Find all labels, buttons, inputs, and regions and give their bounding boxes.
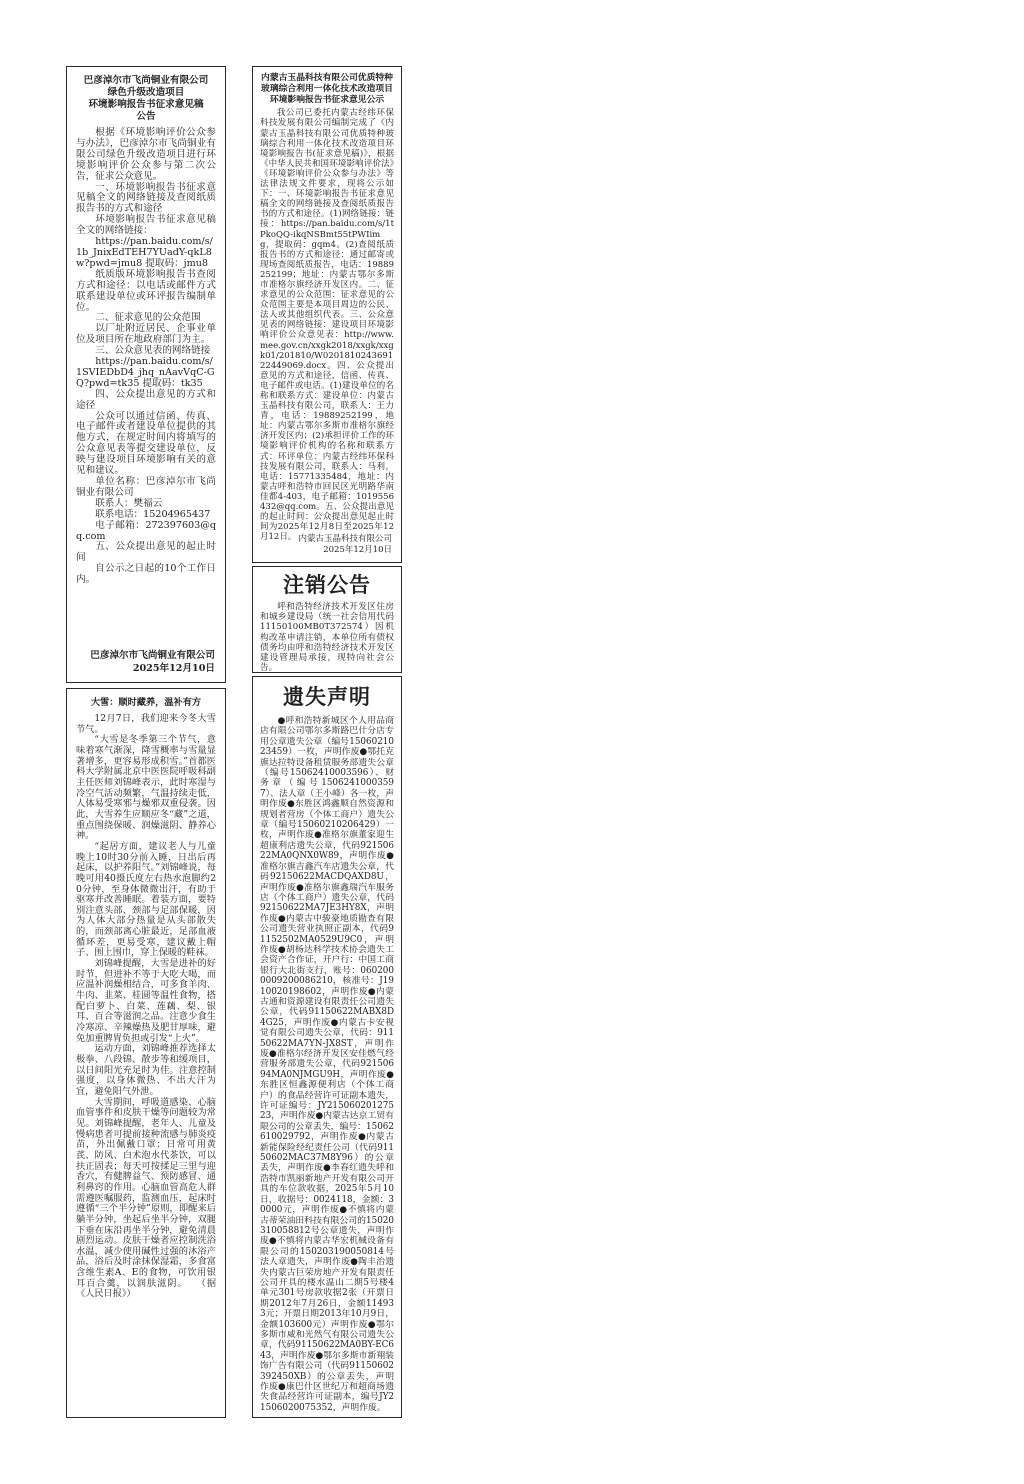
paragraph: “大雪是冬季第三个节气，意味着寒气渐深，降雪概率与雪量显著增多，更容易形成积雪。”首都医科大学附属北京中医医院呼吸科副主任医师刘锦峰表示，此时寒湿与冷空气活动频繁，气温持续走低，人体易受寒邪与燥邪双重侵袭。因此，大雪养生应顺应冬“藏”之道，重点围绕保暖、润燥滋阴、静养心神。 [76, 734, 216, 842]
section-heading: 二、征求意见的公众范围 [95, 312, 201, 324]
yujing-notice-box [252, 66, 402, 563]
title-line: 巴彦淖尔市飞尚铜业有限公司 [83, 75, 209, 86]
section-heading: 五、公众提出意见的起止时间 [76, 541, 216, 564]
paragraph: ●呼和浩特新城区个人用品商店有限公司鄂尔多斯路巴什分店专用公章遗失公章（编号1506021023459）一枚，声明作废●鄂托克旗达拉特设备租赁服务部遗失公章（编号15062410003596）、财务章（编号15062410003597）、法人章（王小峰）各一枚，声明作废●东胜区鸿鑫顺自然资源和规划者营房（个体工商户）遗失公章（编号15060210206429）一枚，声明作废●准格尔旗董家迎生超康利店遗失公章，代码92150622MA0QNX0W89，声明作废●准格尔旗吉鑫汽车店遗失公章，代码92150622MACDQAXD8U，声明作废●准格尔旗鑫瑞汽车服务店（个体工商户）遗失公章，代码92150622MA7JE3HY8X，声明作废●内蒙古中骏豪地质勘查有限公司遗失营业执照正副本，代码91152502MA0529U9C0，声明作废●胡杨达科学技术协会遗失工会资产合作证，开户行：中国工商银行大北街支行，账号：0602000009200086210，核准号：J1910020198602，声明作废●内蒙古通和资源建设有限责任公司遗失公章，代码91150622MABX8D4G25，声明作废●内蒙古卡安视觉有限公司遗失公章，代码：91150622MA7YN-JX8ST，声明作废●准格尔经济开发区安佳燃气经营服务部遗失公章，代码92150694MA0NJMGU9H，声明作废●东胜区恒鑫源便利店（个体工商户）的食品经营许可证副本遗失，许可证编号：JY21506020127523，声明作废●内蒙古达京工贸有限公司的公章丢失，编号：15062610029792，声明作废●内蒙古新能保险经纪责任公司（代码91150602MAC37M8Y96）的公章丢失，声明作废●李春红遗失呼和浩特市凯丽新地产开发有限公司开具的车位款收据，2025年5月10日，收据号：0024118，金额：30000元，声明作废●不慎将内蒙古蒂荣油田科技有限公司的15020310058812号公章遗失，声明作废●不慎将内蒙古华宏机械设备有限公司的150203190050814号法人章遗失，声明作废●陶丰治遗失内蒙古巨荣房地产开发有限责任公司开具的楼水温山二期5号楼4单元301号房款收据2张（开票日期2012年7月26日，金额114933元；开票日期2013年10月9日，金额103600元）声明作废●鄂尔多斯市威和光然气有限公司遗失公章，代码91150622MA0BY-EC643，声明作废●鄂尔多斯市新翔装饰广告有限公司（代码91150602392450XB）的公章丢失，声明作废●康巴什区世纪万和超商场遗失食品经营许可证副本，编号JY21506020075352，声明作废。 [260, 716, 394, 1413]
loss-statement-box [252, 676, 402, 1418]
yujing-notice-title: 内蒙古玉晶科技有限公司优质特种玻璃综合利用一体化技术改造项目环境影响报告书征求意见公示 [261, 73, 393, 105]
loss-statement-title: 遗失声明 [283, 685, 371, 709]
section-heading: 四、公众提出意见的方式和途径 [76, 388, 216, 411]
yujing-signature [262, 534, 392, 556]
paragraph: 纸质版环境影响报告书查阅方式和途径：以电话或邮件方式联系建设单位或环评报告编制单位。 [76, 268, 216, 313]
contact-email: 电子邮箱：272397603@qq.com [76, 519, 216, 542]
signature-company: 巴彦淖尔市飞尚铜业有限公司 [90, 650, 215, 661]
section-heading: 三、公众意见表的网络链接 [95, 345, 211, 357]
paragraph: 自公示之日起的10个工作日内。 [76, 563, 216, 586]
daxue-article-box [66, 688, 226, 1418]
paragraph: 公众可以通过信函、传真、电子邮件或者建设单位提供的其他方式，在规定时间内将填写的公众意见表等提交建设单位，反映与建设项目环境影响有关的意见和建议。 [76, 410, 216, 477]
deregistration-body [260, 602, 394, 674]
contact-unit: 单位名称：巴彦淖尔市飞尚铜业有限公司 [76, 476, 216, 498]
deregistration-title: 注销公告 [283, 573, 371, 597]
article-source: （据《人民日报》） [76, 1277, 217, 1300]
yujing-notice-body [260, 108, 394, 543]
signature-date: 2025年12月10日 [132, 662, 215, 674]
loss-statement-body [260, 716, 394, 1413]
contact-phone: 联系电话：15204965437 [95, 508, 211, 520]
report-link: https://pan.baidu.com/s/1b_JnixEdTEH7YUadY-qkL8w?pwd=jmu8 提取码：jmu8 [76, 236, 213, 269]
paragraph: 我公司已委托内蒙古经纬环保科技发展有限公司编制完成了《内蒙古玉晶科技有限公司优质特种玻璃综合利用一体化技术改造项目环境影响报告书(征求意见稿)》，根据《中华人民共和国环境影响评价法》《环境影响评价公众参与办法》等法律法规文件要求，现将公示如下：一、环境影响报告书征求意见稿全文的网络链接及查阅纸质报告书的方式和途径。(1)网络链接：链接：https://pan.baidu.com/s/1tPkoQQ-ikqNSBmt55tPWIimg，提取码：gqm4。(2)查阅纸质报告书的方式和途径：通过邮寄或现场查阅纸质报告，电话：19889252199；地址：内蒙古鄂尔多斯市准格尔旗经济开发区内。二、征求意见的公众范围：征求意见的公众范围主要是本项目周边的公民、法人或其他组织代表。三、公众意见表的网络链接：建设项目环境影响评价公众意见表：http://www.mee.gov.cn/xxgk2018/xxgk/xxgk01/201810/W020181024369122449069.docx。四、公众提出意见的方式和途径，信函、传真、电子邮件或电话。(1)建设单位的名称和联系方式：建设单位：内蒙古玉晶科技有限公司，联系人：王力青，电话：19889252199，地址：内蒙古鄂尔多斯市准格尔旗经济开发区内；(2)承担评价工作的环境影响评价机构的名称和联系方式：环评单位：内蒙古经纬环保科技发展有限公司，联系人：马利，电话：15771335484，地址：内蒙古呼和浩特市回民区光明路华南佳都4-403，电子邮箱：1019556432@qq.com。五、公众提出意见的起止时间：公众提出意见起止时间为2025年12月8日至2025年12月12日。 [260, 108, 394, 543]
paragraph: “起居方面，建议老人与儿童晚上10时30分前入睡，日出后再起床，以护养阳气。”刘锦峰说，每晚可用40摄氏度左右热水泡脚约20分钟，至身体微微出汗，有助于驱寒并改善睡眠。着装方面，要特别注意头部、颈部与足部保暖，因为人体大部分热量是从头部散失的，而颈部离心脏最近，足部血液循环差，更易受寒，建议戴上帽子、围上围巾，穿上保暖的鞋袜。 [76, 840, 216, 959]
section-heading: 一、环境影响报告书征求意见稿全文的网络链接及查阅纸质报告书的方式和途径 [76, 181, 216, 215]
paragraph: 12月7日，我们迎来今冬大雪节气。 [76, 713, 216, 735]
title-line: 环境影响报告书征求意见稿 [88, 99, 204, 110]
title-line: 公告 [136, 111, 156, 122]
signature-company: 内蒙古玉晶科技有限公司 [298, 534, 392, 544]
paragraph: 环境影响报告书征求意见稿全文的网络链接： [76, 214, 216, 237]
paragraph-last [76, 1098, 216, 1300]
feishang-notice-box [66, 66, 226, 683]
feishang-notice-body [76, 128, 216, 646]
feishang-signature [77, 650, 215, 675]
title-line: 绿色升级改造项目 [107, 87, 185, 98]
daxue-article-body [76, 714, 216, 1408]
contact-person: 联系人：樊福云 [95, 497, 163, 509]
daxue-article-title: 大雪：顺时藏养，温补有方 [90, 697, 202, 708]
paragraph-text: 大雪期间，呼吸道感染、心脑血管事件和皮肤干燥等问题较为常见。刘锦峰提醒，老年人、儿童及慢病患者可提前接种流感与肺炎疫苗，外出佩戴口罩；日常可用黄芪、防风、白术泡水代茶饮，可以扶正固表；每天可按揉足三里与迎香穴，有健脾益气、预防感冒、通利鼻窍的作用。心脑血管高危人群需遵医嘱服药，监测血压，起床时遵循“三个半分钟”原则，即醒来后躺半分钟，坐起后坐半分钟，双腿下垂在床沿再坐半分钟，避免清晨剧烈运动。皮肤干燥者应控制洗浴水温，减少使用碱性过强的沐浴产品，浴后及时涂抹保湿霜，多食富含维生素A、E的食物，可饮用银耳百合羹，以润肤滋阴。 [76, 1096, 216, 1289]
paragraph: 以厂址附近居民、企事业单位及项目所在地政府部门为主。 [76, 323, 216, 346]
paragraph: 呼和浩特经济技术开发区住房和城乡建设局（统一社会信用代码11150100MB0T372574）因机构改革申请注销，本单位所有债权债务均由呼和浩特经济技术开发区建设管理局承接，现特向社会公告。 [260, 602, 394, 674]
paragraph: 运动方面，刘锦峰推荐选择太极拳、八段锦、散步等和缓项目，以日间阳光充足时为佳。注意控制强度，以身体微热、不出大汗为宜，避免阳气外泄。 [76, 1043, 216, 1097]
form-link: https://pan.baidu.com/s/1SVIEDbD4_jhq_nAavVqC-GQ?pwd=tk35 提取码：tk35 [76, 356, 215, 389]
feishang-notice-title [76, 75, 216, 123]
paragraph: 刘锦峰提醒，大雪是进补的好时节，但进补不等于大吃大喝，而应温补润燥相结合，可多食羊肉、牛肉、韭菜、桂圆等温性食物，搭配白萝卜、白菜、莲藕、梨、银耳、百合等滋润之品。注意少食生冷寒凉、辛辣燥热及肥甘厚味，避免加重脾胃负担或引发“上火”。 [76, 958, 216, 1044]
signature-date: 2025年12月10日 [323, 545, 392, 555]
deregistration-notice-box [252, 566, 402, 673]
paragraph: 根据《环境影响评价公众参与办法》，巴彦淖尔市飞尚铜业有限公司绿色升级改造项目进行环境影响评价公众参与第二次公告，征求公众意见。 [76, 127, 216, 182]
